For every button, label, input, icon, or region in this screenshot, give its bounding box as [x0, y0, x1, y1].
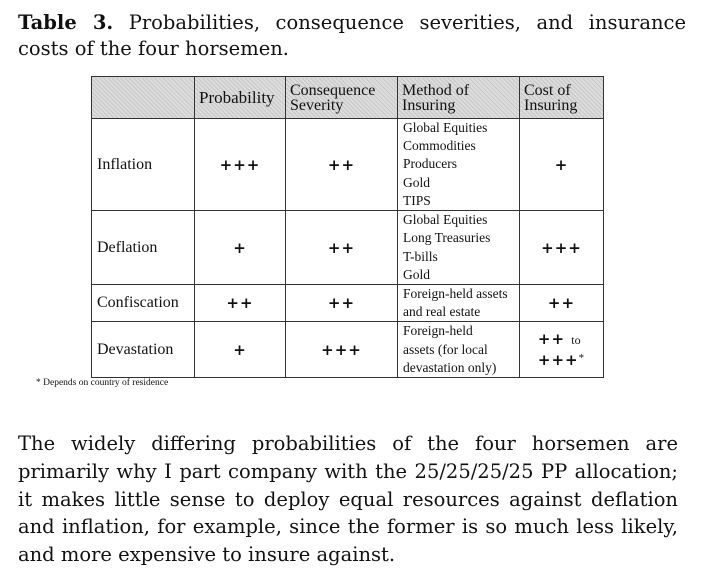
severity-cell: ++: [286, 119, 398, 211]
cost-high: +++: [537, 351, 579, 370]
methods-cell: [398, 119, 520, 211]
row-label: Inflation: [92, 119, 195, 211]
method-item: Foreign-held: [403, 323, 473, 339]
methods-cell: [398, 285, 520, 322]
method-item: Gold: [403, 266, 430, 282]
header-consequence-severity: Consequence Severity: [286, 77, 398, 119]
method-item: Foreign-held assets: [403, 286, 508, 302]
cost-range: [538, 330, 585, 369]
probability-cell: +++: [195, 119, 286, 211]
header-probability: Probability: [195, 77, 286, 119]
footnote-marker: *: [578, 352, 586, 365]
row-label: Confiscation: [92, 285, 195, 322]
table-caption-text: Probabilities, consequence severities, and insurance costs of the four horsemen.: [18, 11, 686, 60]
cost-cell: [520, 322, 604, 378]
probability-cell: ++: [195, 285, 286, 322]
table-row: [92, 211, 604, 285]
cost-cell: +: [520, 119, 604, 211]
table-caption: [18, 10, 686, 62]
severity-cell: ++: [286, 211, 398, 285]
cost-to: to: [571, 333, 581, 348]
method-item: TIPS: [403, 192, 431, 208]
row-label: Devastation: [92, 322, 195, 378]
method-item: and real estate: [403, 304, 481, 320]
header-cost-of-insuring: Cost of Insuring: [520, 77, 604, 119]
method-item: devastation only): [403, 359, 497, 375]
body-paragraph: The widely differing probabilities of the four horsemen are primarily why I part company with the 25/25/25/25 PP allocation; it makes little sense to deploy equal resources against deflation and inflation, for example, since the former is so much less likely, and more expensive to insure against.: [18, 432, 678, 567]
methods-cell: [398, 322, 520, 378]
method-item: Long Treasuries: [403, 230, 491, 246]
cost-low: ++: [537, 330, 566, 349]
table-caption-label: Table 3.: [18, 11, 114, 34]
header-method-of-insuring: Method of Insuring: [398, 77, 520, 119]
four-horsemen-table: [91, 76, 604, 378]
row-label: Deflation: [92, 211, 195, 285]
method-item: Global Equities: [403, 120, 488, 135]
method-item: Commodities: [403, 138, 476, 154]
method-item: T-bills: [403, 248, 438, 264]
cost-cell: +++: [520, 211, 604, 285]
severity-cell: +++: [286, 322, 398, 378]
probability-cell: +: [195, 211, 286, 285]
severity-cell: ++: [286, 285, 398, 322]
method-item: Global Equities: [403, 212, 488, 228]
method-item: assets (for local: [403, 341, 488, 357]
cost-cell: ++: [520, 285, 604, 322]
probability-cell: +: [195, 322, 286, 378]
table-row: [92, 285, 604, 322]
header-empty: [92, 77, 195, 119]
methods-cell: [398, 211, 520, 285]
table-row: [92, 119, 604, 211]
table-header-row: [92, 77, 604, 119]
table-footnote: * Depends on country of residence: [36, 378, 169, 388]
method-item: Gold: [403, 174, 430, 190]
table-row: [92, 322, 604, 378]
method-item: Producers: [403, 156, 457, 172]
